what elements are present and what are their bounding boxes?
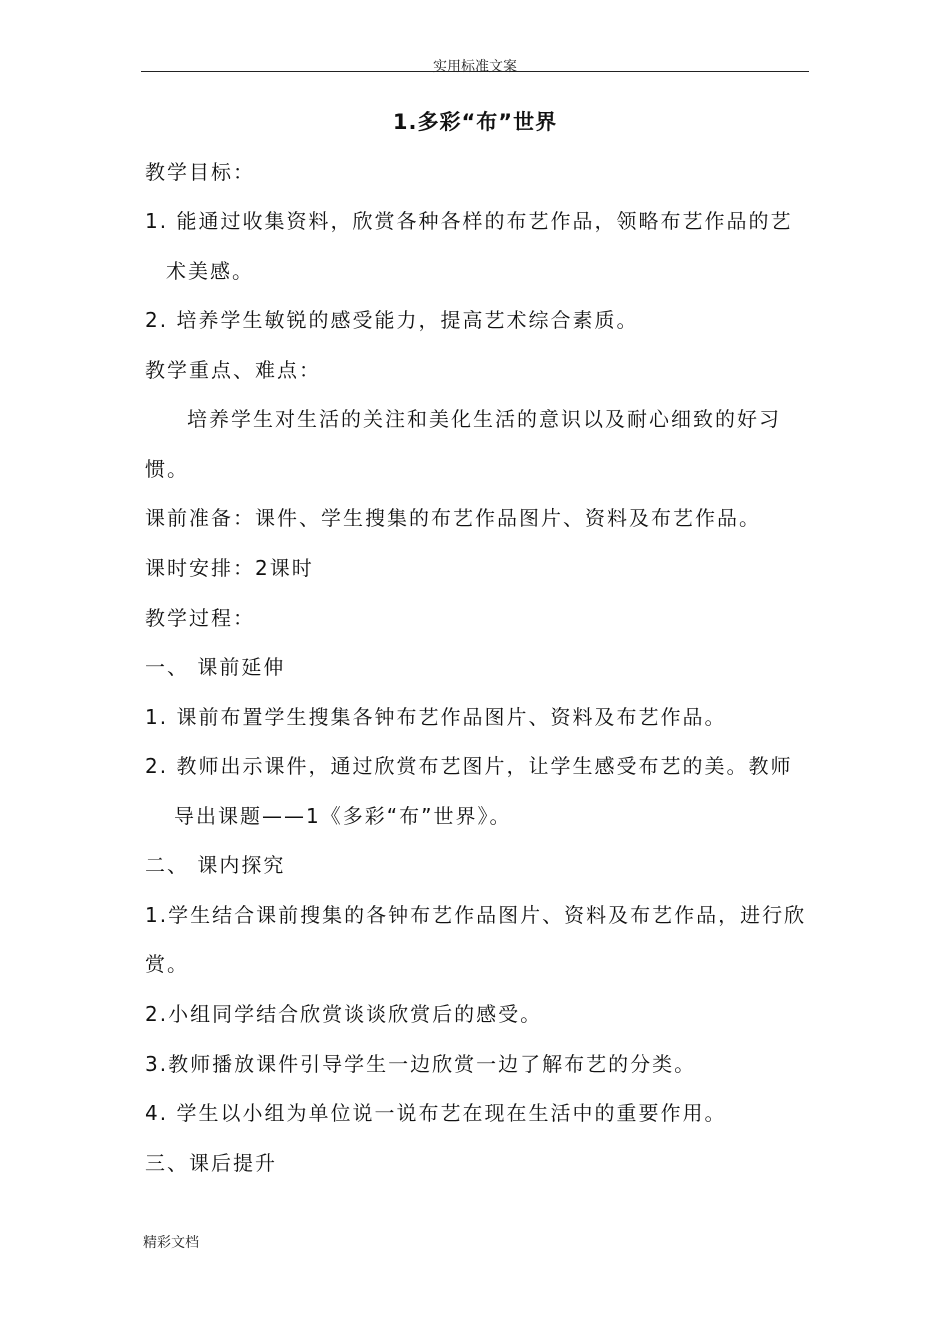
- section-1-heading: 一、 课前延伸: [145, 655, 286, 679]
- preparation: 课前准备：课件、学生搜集的布艺作品图片、资料及布艺作品。: [145, 506, 761, 530]
- section-2-item-1-line-2: 赏。: [145, 952, 189, 976]
- keypoints-heading: 教学重点、难点：: [145, 358, 321, 382]
- section-2-item-4: 4. 学生以小组为单位说一说布艺在现在生活中的重要作用。: [145, 1101, 727, 1125]
- section-2-item-3: 3.教师播放课件引导学生一边欣赏一边了解布艺的分类。: [145, 1052, 697, 1076]
- document-title: 1.多彩“布”世界: [392, 110, 558, 134]
- process-heading: 教学过程：: [145, 606, 255, 630]
- objective-1-line-2: 术美感。: [166, 259, 254, 283]
- section-2-item-1-line-1: 1.学生结合课前搜集的各钟布艺作品图片、资料及布艺作品，进行欣: [145, 903, 807, 927]
- header-rule: [141, 71, 809, 72]
- objective-1-line-1: 1. 能通过收集资料，欣赏各种各样的布艺作品，领略布艺作品的艺: [145, 209, 793, 233]
- section-2-item-2: 2.小组同学结合欣赏谈谈欣赏后的感受。: [145, 1002, 543, 1026]
- page-header: 实用标准文案: [433, 59, 517, 75]
- objectives-heading: 教学目标：: [145, 160, 255, 184]
- section-3-heading: 三、课后提升: [145, 1151, 277, 1175]
- page-footer: 精彩文档: [143, 1235, 199, 1251]
- section-2-heading: 二、 课内探究: [145, 853, 286, 877]
- section-1-item-1: 1. 课前布置学生搜集各钟布艺作品图片、资料及布艺作品。: [145, 705, 727, 729]
- section-1-item-2-line-2: 导出课题——1《多彩“布”世界》。: [174, 804, 512, 828]
- keypoints-line-1: 培养学生对生活的关注和美化生活的意识以及耐心细致的好习: [187, 407, 781, 431]
- keypoints-line-2: 惯。: [145, 457, 189, 481]
- section-1-item-2-line-1: 2. 教师出示课件，通过欣赏布艺图片，让学生感受布艺的美。教师: [145, 754, 793, 778]
- objective-2: 2. 培养学生敏锐的感受能力，提高艺术综合素质。: [145, 308, 639, 332]
- schedule: 课时安排：2课时: [145, 556, 314, 580]
